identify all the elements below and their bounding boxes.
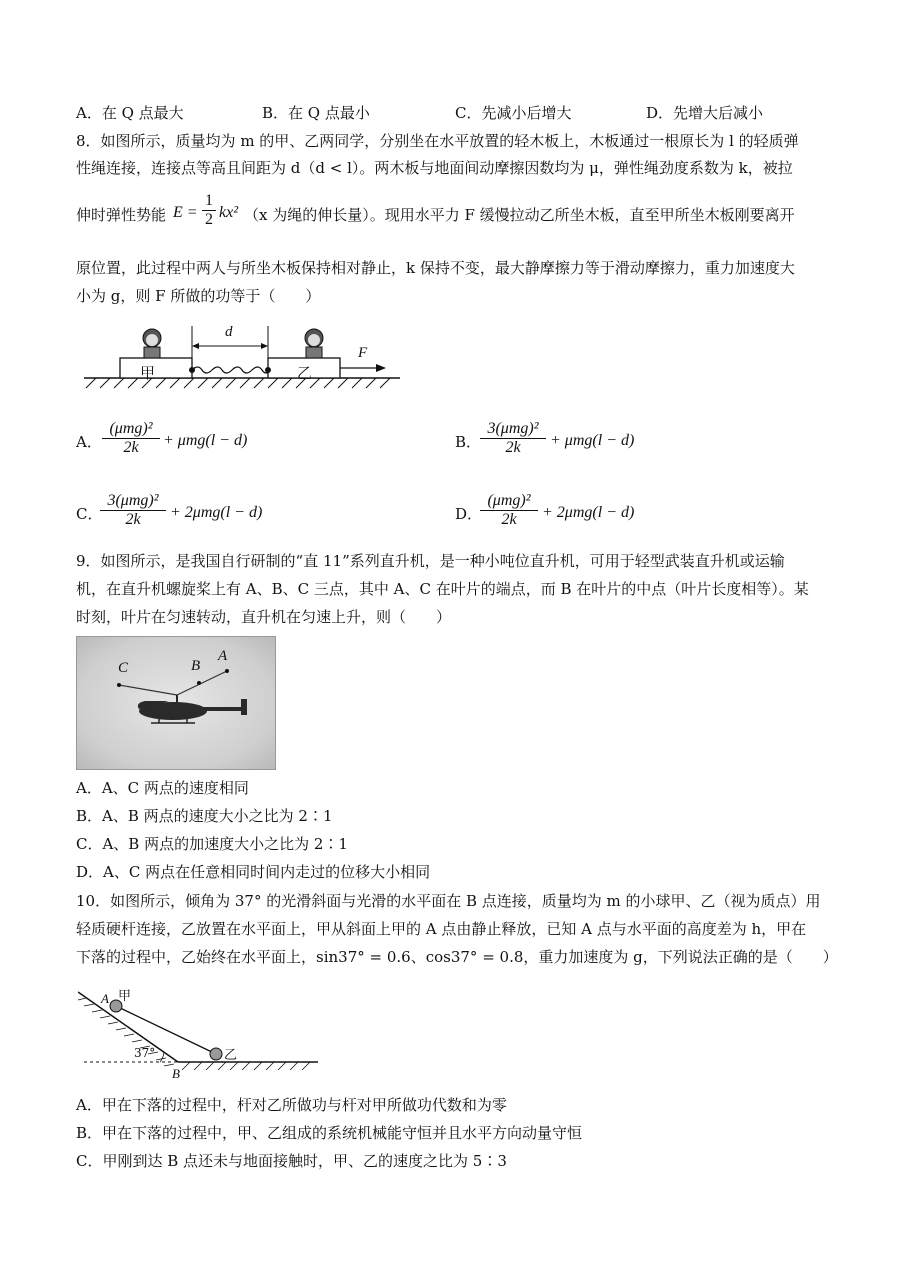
gap-label: d (225, 324, 233, 340)
q10-point-a-label: A (101, 991, 109, 1006)
point-b-label: B (191, 658, 201, 674)
q8-option-b-den: 2k (505, 439, 521, 456)
q8-formula-den: 2 (205, 211, 213, 228)
q8-option-a-den: 2k (123, 439, 139, 456)
point-c-label: C (118, 660, 129, 676)
q10-ball-jia-label: 甲 (118, 989, 132, 1004)
force-label: F (358, 345, 368, 361)
q7-option-c: C．先减小后增大 (455, 104, 572, 122)
q9-line-1: 9．如图所示，是我国自行研制的“直 11”系列直升机，是一种小吨位直升机，可用于轻型武装直升机或运输 (76, 552, 785, 570)
q8-line-4: 原位置，此过程中两人与所坐木板保持相对静止，k 保持不变，最大静摩擦力等于滑动摩擦力，重力加速度大 (76, 259, 795, 277)
ground-hatch (86, 378, 390, 388)
q10-line-3: 下落的过程中，乙始终在水平面上，sin37° = 0.6、cos37° = 0.8，重力加速度为 g，下列说法正确的是（ ） (76, 948, 838, 966)
q9-option-c: C．A、B 两点的加速度大小之比为 2∶1 (76, 835, 348, 853)
q8-formula-rest: kx² (219, 204, 238, 221)
q10-option-a: A．甲在下落的过程中，杆对乙所做功与杆对甲所做功代数和为零 (76, 1096, 507, 1114)
q8-formula-num: 1 (202, 192, 216, 211)
helicopter-photo (76, 636, 276, 770)
q7-option-a: A．在 Q 点最大 (76, 104, 184, 122)
joint-left (189, 367, 195, 373)
q10-line-2: 轻质硬杆连接，乙放置在水平面上，甲从斜面上甲的 A 点由静止释放，已知 A 点与水平面的高度差为 h，甲在 (76, 920, 807, 938)
q9-option-d: D．A、C 两点在任意相同时间内走过的位移大小相同 (76, 863, 431, 881)
q10-figure (78, 984, 328, 1084)
q8-option-d-fraction (480, 492, 538, 529)
q8-line-5: 小为 g，则 F 所做的功等于（ ） (76, 287, 321, 305)
q8-option-d-letter: D． (455, 505, 483, 523)
q8-option-a-fraction (102, 420, 160, 457)
q10-line-1: 10．如图所示，倾角为 37° 的光滑斜面与光滑的水平面在 B 点连接，质量均为 m 的小球甲、乙（视为质点）用 (76, 892, 821, 910)
q7-option-d: D．先增大后减小 (646, 104, 764, 122)
q8-line-2: 性绳连接，连接点等高且间距为 d（d < l）。两木板与地面间动摩擦因数均为 μ，弹性绳劲度系数为 k，被拉 (76, 159, 793, 177)
q8-formula-lhs: E = (173, 204, 198, 221)
q7-option-b: B．在 Q 点最小 (262, 104, 370, 122)
q8-formula-prefix: 伸时弹性势能 (76, 206, 167, 224)
q9-line-3: 时刻，叶片在匀速转动，直升机在匀速上升，则（ ） (76, 608, 452, 626)
elastic-cord (192, 367, 270, 373)
q8-option-b-num: 3(μmg)² (480, 420, 546, 439)
board-right-label: 乙 (297, 364, 313, 382)
joint-right (265, 367, 271, 373)
q10-point-b-label: B (172, 1066, 180, 1081)
q8-option-b-letter: B． (455, 433, 482, 451)
q8-option-c-num: 3(μmg)² (100, 492, 166, 511)
q8-option-b-rest: + μmg(l − d) (550, 432, 635, 449)
q8-option-c-rest: + 2μmg(l − d) (170, 504, 263, 521)
q8-option-a-letter: A． (76, 433, 102, 451)
q8-option-c-fraction (100, 492, 166, 529)
q8-option-b-fraction (480, 420, 546, 457)
q8-line-1: 8．如图所示，质量均为 m 的甲、乙两同学，分别坐在水平放置的轻木板上，木板通过一根原长为 l 的轻质弹 (76, 132, 799, 150)
q10-option-c: C．甲刚到达 B 点还未与地面接触时，甲、乙的速度之比为 5∶3 (76, 1152, 507, 1170)
q8-formula-fraction (202, 192, 216, 229)
q8-option-c-letter: C． (76, 505, 103, 523)
q9-option-a: A．A、C 两点的速度相同 (76, 779, 249, 797)
board-left-label: 甲 (140, 364, 156, 382)
q10-option-b: B．甲在下落的过程中，甲、乙组成的系统机械能守恒并且水平方向动量守恒 (76, 1124, 583, 1142)
board-left (120, 358, 192, 378)
q10-ball-yi-label: 乙 (224, 1048, 238, 1063)
q8-option-a-num: (μmg)² (102, 420, 160, 439)
point-a-label: A (218, 648, 228, 664)
q9-line-2: 机，在直升机螺旋桨上有 A、B、C 三点，其中 A、C 在叶片的端点，而 B 在叶片的中点（叶片长度相等）。某 (76, 580, 809, 598)
q10-angle-label: 37° (134, 1046, 156, 1060)
q8-option-d-den: 2k (501, 511, 517, 528)
q8-option-d-rest: + 2μmg(l − d) (542, 504, 635, 521)
person-left-icon (143, 329, 161, 358)
helicopter-icon (77, 637, 275, 769)
q8-option-d-num: (μmg)² (480, 492, 538, 511)
ball-yi (210, 1048, 222, 1060)
q8-option-a-rest: + μmg(l − d) (163, 432, 248, 449)
q8-option-c-den: 2k (125, 511, 141, 528)
person-right-icon (305, 329, 323, 358)
q9-option-b: B．A、B 两点的速度大小之比为 2∶1 (76, 807, 333, 825)
q8-line-3: （x 为绳的伸长量）。现用水平力 F 缓慢拉动乙所坐木板，直至甲所坐木板刚要离开 (244, 206, 795, 224)
